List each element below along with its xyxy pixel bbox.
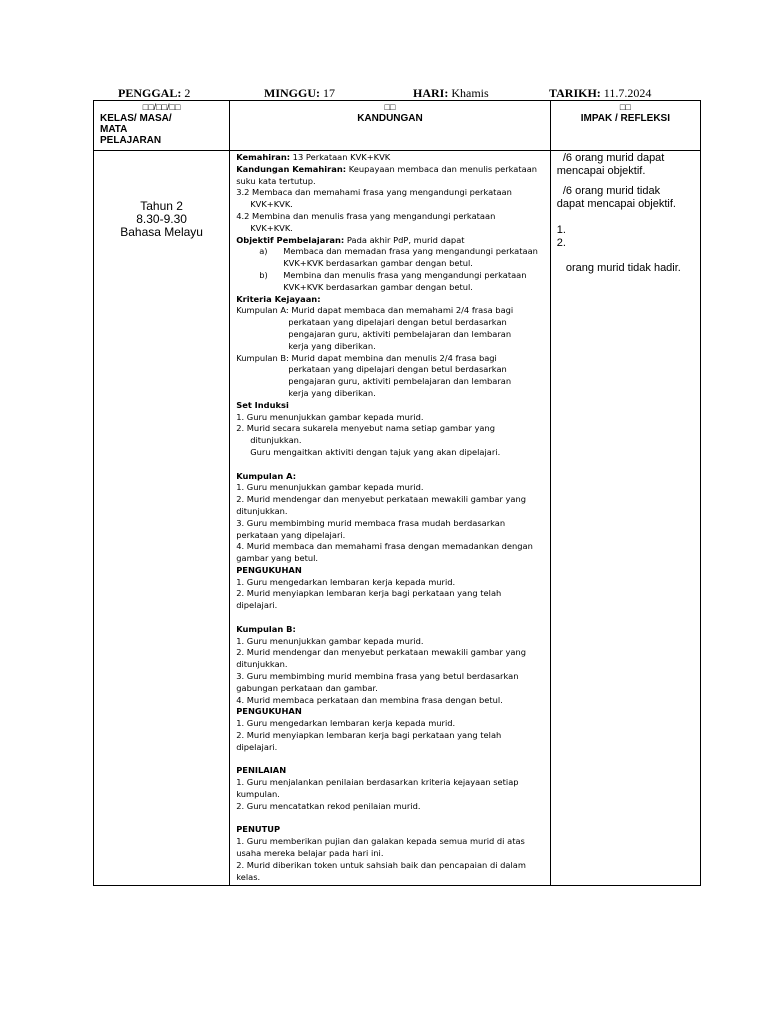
penilaian-1-cont: kumpulan. — [236, 789, 280, 800]
kandungan-line — [236, 164, 546, 176]
spacer — [557, 178, 696, 185]
standard-3-2-cont: KVK+KVK. — [250, 199, 293, 210]
induksi-3: Guru mengaitkan aktiviti dengan tajuk yang akan dipelajari. — [250, 446, 501, 457]
header-label-kelas-1: KELAS/ MASA/ — [100, 113, 172, 124]
kumpulan-b-3: 3. Guru membimbing murid membina frasa yang betul berdasarkan — [236, 671, 519, 682]
pengukuhan-b-2: 2. Murid menyiapkan lembaran kerja bagi perkataan yang telah — [236, 730, 502, 741]
tarikh-value: 11.7.2024 — [603, 86, 652, 100]
header-cell-kelas — [94, 101, 230, 151]
penilaian-2: 2. Guru mencatatkan rekod penilaian murid. — [236, 800, 421, 811]
spacer — [236, 813, 546, 825]
penutup-1-cont: usaha mereka belajar pada hari ini. — [236, 848, 384, 859]
minggu-field — [264, 86, 335, 100]
class-info-cell — [94, 151, 230, 886]
objektif-a — [236, 246, 546, 258]
impact-item-2: 2. — [556, 237, 566, 249]
penilaian-heading — [236, 765, 546, 777]
class-subject: Bahasa Melayu — [120, 225, 203, 239]
impact-absent — [557, 262, 696, 275]
penggal-label: PENGGAL: — [118, 86, 182, 100]
kriteria-b-1: Kumpulan B: Murid dapat membina dan menulis 2/4 frasa bagi — [236, 352, 497, 363]
table-header-row — [94, 101, 701, 151]
content-cell — [230, 151, 551, 886]
standard-4-2: 4.2 Membina dan menulis frasa yang mengandungi perkataan — [236, 210, 496, 221]
objektif-b — [236, 270, 546, 282]
kriteria-a-4: kerja yang diberikan. — [288, 340, 376, 351]
header-cell-impak — [550, 101, 700, 151]
kumpulan-b-2: 2. Murid mendengar dan menyebut perkataan mewakili gambar yang — [236, 647, 527, 658]
standard-4-2-cont: KVK+KVK. — [250, 222, 293, 233]
pengukuhan-b-heading — [236, 706, 546, 718]
kumpulan-b-label: Kumpulan B: — [236, 623, 296, 634]
kumpulan-b-heading — [236, 624, 546, 636]
penilaian-1: 1. Guru menjalankan penilaian berdasarkan kriteria kejayaan setiap — [236, 777, 519, 788]
tarikh-label: TARIKH: — [549, 86, 601, 100]
class-year: Tahun 2 — [140, 199, 183, 213]
tarikh-field — [549, 86, 651, 100]
kumpulan-a-1: 1. Guru menunjukkan gambar kepada murid. — [236, 482, 424, 493]
minggu-label: MINGGU: — [264, 86, 320, 100]
kriteria-a-3: pengajaran guru, aktiviti pembelajaran dan lembaran — [288, 328, 512, 339]
kumpulan-a-3: 3. Guru membimbing murid membaca frasa mudah berdasarkan — [236, 517, 506, 528]
kumpulan-a-2-cont: ditunjukkan. — [236, 505, 288, 516]
objektif-b-text: Membina dan menulis frasa yang mengandungi perkataan — [283, 269, 527, 280]
induksi-2: 2. Murid secara sukarela menyebut nama setiap gambar yang — [236, 423, 496, 434]
kumpulan-a-4-cont: gambar yang betul. — [236, 553, 319, 564]
pengukuhan-a-2-cont: dipelajari. — [236, 600, 278, 611]
spacer — [557, 211, 696, 224]
penilaian-label: PENILAIAN — [236, 765, 287, 776]
header-cell-kandungan — [230, 101, 551, 151]
pengukuhan-a-label: PENGUKUHAN — [236, 564, 302, 575]
header-glyphs-kelas: □□/□□/□□ — [142, 102, 181, 112]
impact-cell — [550, 151, 700, 886]
header-label-kelas-2: MATA — [100, 124, 128, 135]
minggu-value: 17 — [323, 86, 335, 100]
kriteria-b-4: kerja yang diberikan. — [288, 387, 376, 398]
objektif-label: Objektif Pembelajaran: — [236, 234, 345, 245]
header-label-impak: IMPAK / REFLEKSI — [580, 113, 670, 124]
objektif-a-letter: a) — [259, 246, 268, 257]
impact-achieved — [557, 152, 696, 165]
objektif-b-letter: b) — [259, 269, 268, 280]
penggal-field — [118, 86, 190, 100]
pengukuhan-b-1: 1. Guru mengedarkan lembaran kerja kepada murid. — [236, 718, 456, 729]
pengukuhan-a-heading — [236, 565, 546, 577]
kumpulan-a-2: 2. Murid mendengar dan menyebut perkataan mewakili gambar yang — [236, 494, 527, 505]
spacer — [236, 459, 546, 471]
standard-3-2: 3.2 Membaca dan memahami frasa yang mengandungi perkataan — [236, 187, 512, 198]
header-glyphs-kandungan: □□ — [384, 102, 396, 112]
header-label-kandungan: KANDUNGAN — [357, 113, 423, 124]
impact-not-achieved — [557, 185, 696, 198]
impact-achieved-count: /6 orang murid dapat — [556, 152, 665, 164]
induksi-1: 1. Guru menunjukkan gambar kepada murid. — [236, 411, 424, 422]
kemahiran-line — [236, 152, 546, 164]
objektif-a-cont: KVK+KVK berdasarkan gambar dengan betul. — [283, 258, 473, 269]
hari-field — [413, 86, 489, 100]
kandungan-cont: suku kata tertutup. — [236, 175, 316, 186]
kemahiran-label: Kemahiran: — [236, 152, 291, 162]
lesson-plan-table — [93, 100, 701, 886]
kriteria-b-3: pengajaran guru, aktiviti pembelajaran dan lembaran — [288, 376, 512, 387]
kumpulan-b-2-cont: ditunjukkan. — [236, 659, 288, 670]
induksi-2-cont: ditunjukkan. — [250, 435, 302, 446]
header-label-kelas-3: PELAJARAN — [100, 135, 162, 146]
penutup-2-cont: kelas. — [236, 871, 261, 882]
kandungan-label: Kandungan Kemahiran: — [236, 163, 347, 174]
spacer — [236, 754, 546, 766]
penggal-value: 2 — [184, 86, 191, 100]
kriteria-a-1: Kumpulan A: Murid dapat membaca dan memahami 2/4 frasa bagi — [236, 305, 514, 316]
kriteria-a-2: perkataan yang dipelajari dengan betul berdasarkan — [288, 317, 507, 328]
kumpulan-a-4: 4. Murid membaca dan memahami frasa dengan memadankan dengan — [236, 541, 533, 552]
impact-not-achieved-cont: dapat mencapai objektif. — [556, 198, 676, 210]
impact-not-achieved-count: /6 orang murid tidak — [556, 185, 661, 197]
objektif-b-cont: KVK+KVK berdasarkan gambar dengan betul. — [283, 281, 473, 292]
impact-absent-count: orang murid tidak hadir. — [556, 262, 681, 274]
kandungan-value: Keupayaan membaca dan menulis perkataan — [346, 163, 538, 174]
pengukuhan-a-2: 2. Murid menyiapkan lembaran kerja bagi perkataan yang telah — [236, 588, 502, 599]
pengukuhan-b-2-cont: dipelajari. — [236, 741, 278, 752]
objektif-a-text: Membaca dan memadan frasa yang mengandungi perkataan — [283, 246, 538, 257]
pengukuhan-b-label: PENGUKUHAN — [236, 706, 302, 717]
hari-value: Khamis — [451, 86, 489, 100]
kumpulan-a-label: Kumpulan A: — [236, 470, 297, 481]
penutup-heading — [236, 824, 546, 836]
penutup-1: 1. Guru memberikan pujian dan galakan kepada semua murid di atas — [236, 836, 525, 847]
objektif-line — [236, 235, 546, 247]
kumpulan-b-3-cont: gabungan perkataan dan gambar. — [236, 682, 378, 693]
hari-label: HARI: — [413, 86, 449, 100]
penutup-2: 2. Murid diberikan token untuk sahsiah baik dan pencapaian di dalam — [236, 859, 526, 870]
spacer — [236, 612, 546, 624]
lesson-header — [118, 86, 718, 100]
kumpulan-b-4: 4. Murid membaca perkataan dan membina frasa dengan betul. — [236, 694, 503, 705]
kumpulan-a-heading — [236, 471, 546, 483]
class-time: 8.30-9.30 — [136, 212, 187, 226]
kriteria-heading — [236, 294, 546, 306]
objektif-value: Pada akhir PdP, murid dapat — [344, 234, 465, 245]
induksi-heading — [236, 400, 546, 412]
pengukuhan-a-1: 1. Guru mengedarkan lembaran kerja kepada murid. — [236, 576, 456, 587]
header-glyphs-impak: □□ — [619, 102, 631, 112]
table-body-row — [94, 151, 701, 886]
kemahiran-value: 13 Perkataan KVK+KVK — [290, 152, 391, 162]
kriteria-label: Kriteria Kejayaan: — [236, 293, 321, 304]
penutup-label: PENUTUP — [236, 824, 281, 835]
impact-item-1: 1. — [556, 224, 566, 236]
impact-achieved-cont: mencapai objektif. — [556, 165, 646, 177]
induksi-label: Set Induksi — [236, 399, 289, 410]
spacer — [557, 250, 696, 262]
kriteria-b-2: perkataan yang dipelajari dengan betul berdasarkan — [288, 364, 507, 375]
kumpulan-b-1: 1. Guru menunjukkan gambar kepada murid. — [236, 635, 424, 646]
kumpulan-a-3-cont: perkataan yang dipelajari. — [236, 529, 346, 540]
